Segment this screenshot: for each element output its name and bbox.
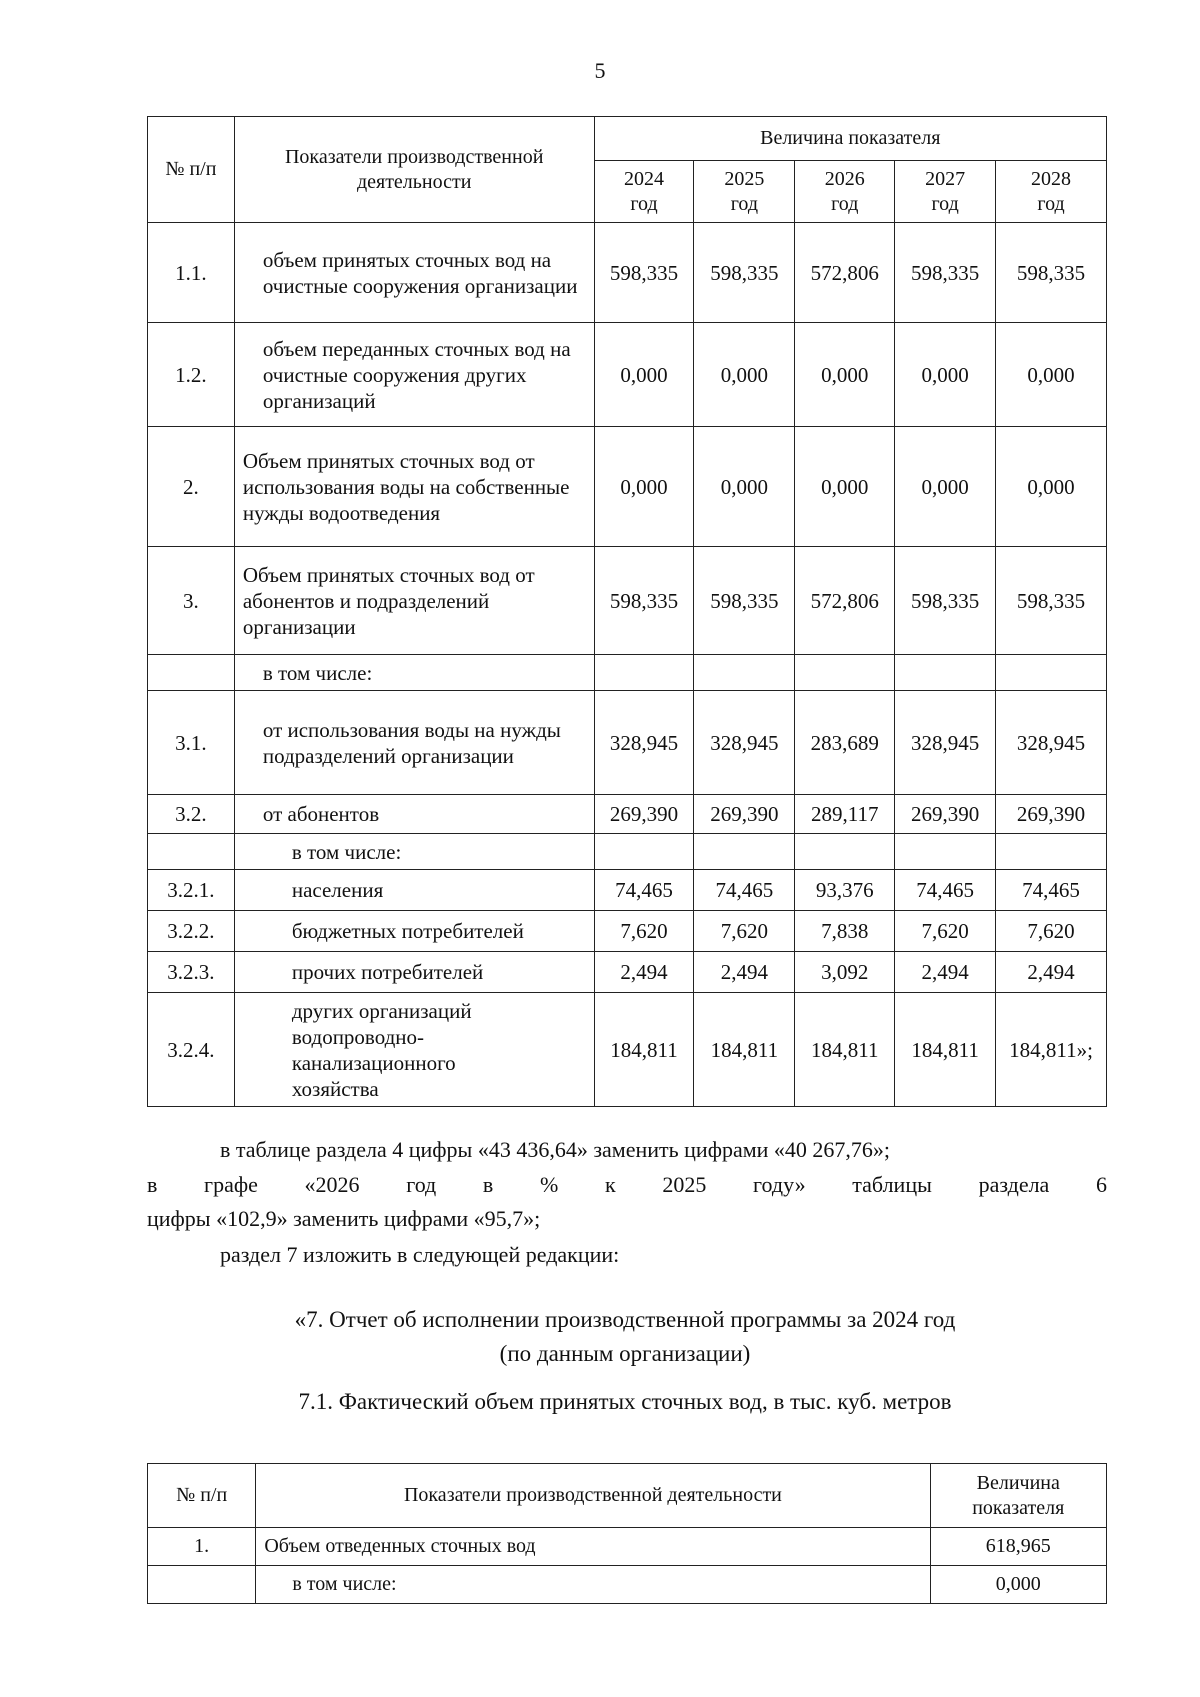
row-value: 2,494 (594, 952, 694, 993)
row-value: 184,811 (795, 993, 895, 1107)
row-value: 269,390 (594, 795, 694, 834)
row-value: 598,335 (895, 223, 996, 323)
subsection-heading: 7.1. Фактический объем принятых сточных вод, в тыс. куб. метров (298, 1389, 952, 1414)
row-indicator: бюджетных потребителей (234, 911, 594, 952)
row-value: 269,390 (895, 795, 996, 834)
row-value: 3,092 (795, 952, 895, 993)
row-indicator: других организаций водопроводно-канализационного хозяйства (234, 993, 594, 1107)
row-indicator: в том числе: (256, 1566, 930, 1604)
row-value: 289,117 (795, 795, 895, 834)
row-value: 328,945 (694, 691, 795, 795)
row-value: 598,335 (694, 547, 795, 655)
row-num: 3.2.2. (148, 911, 235, 952)
row-value: 7,620 (996, 911, 1107, 952)
row-value: 184,811 (594, 993, 694, 1107)
row-num: 3.2.3. (148, 952, 235, 993)
row-num: 2. (148, 427, 235, 547)
row-value (895, 655, 996, 691)
row-value: 7,620 (594, 911, 694, 952)
row-indicator: в том числе: (234, 655, 594, 691)
header-value: Величина показателя (930, 1464, 1107, 1528)
row-value: 328,945 (594, 691, 694, 795)
row-indicator: от абонентов (234, 795, 594, 834)
header-year-2028: 2028 год (996, 161, 1107, 223)
header-year-2026: 2026 год (795, 161, 895, 223)
page-number: 5 (594, 58, 606, 83)
table-row (148, 1528, 1107, 1566)
row-value: 269,390 (694, 795, 795, 834)
header-year-2027: 2027 год (895, 161, 996, 223)
row-num: 3. (148, 547, 235, 655)
row-value: 598,335 (694, 223, 795, 323)
row-value: 0,000 (895, 427, 996, 547)
row-value: 74,465 (996, 870, 1107, 911)
header-indicator: Показатели производственной деятельности (234, 117, 594, 223)
row-value (694, 834, 795, 870)
row-value: 184,811 (694, 993, 795, 1107)
row-value: 598,335 (594, 547, 694, 655)
row-num: 3.2.4. (148, 993, 235, 1107)
row-num: 1.1. (148, 223, 235, 323)
row-num: 1. (148, 1528, 256, 1566)
row-value (795, 834, 895, 870)
row-value: 0,000 (594, 323, 694, 427)
row-value: 0,000 (996, 323, 1107, 427)
row-value: 283,689 (795, 691, 895, 795)
row-value (895, 834, 996, 870)
header-value-group: Величина показателя (594, 117, 1106, 161)
row-value: 74,465 (694, 870, 795, 911)
header-num: № п/п (148, 117, 235, 223)
production-indicators-table (147, 116, 1107, 1107)
row-num (148, 1566, 256, 1604)
row-value: 269,390 (996, 795, 1107, 834)
row-value (694, 655, 795, 691)
row-value: 184,811»; (996, 993, 1107, 1107)
row-num (148, 655, 235, 691)
row-value: 2,494 (996, 952, 1107, 993)
table-row (148, 1566, 1107, 1604)
row-value (594, 655, 694, 691)
row-value: 7,620 (895, 911, 996, 952)
row-indicator: прочих потребителей (234, 952, 594, 993)
section-subheading: (по данным организации) (499, 1341, 751, 1366)
row-indicator: Объем принятых сточных вод от абонентов и подразделений организации (234, 547, 594, 655)
row-value: 0,000 (594, 427, 694, 547)
row-num: 1.2. (148, 323, 235, 427)
row-value: 184,811 (895, 993, 996, 1107)
row-indicator: Объем отведенных сточных вод (256, 1528, 930, 1566)
row-num: 3.2.1. (148, 870, 235, 911)
row-value (594, 834, 694, 870)
row-value: 328,945 (895, 691, 996, 795)
row-indicator: Объем принятых сточных вод от использования воды на собственные нужды водоотведения (234, 427, 594, 547)
header-num: № п/п (148, 1464, 256, 1528)
row-value: 2,494 (895, 952, 996, 993)
row-value: 328,945 (996, 691, 1107, 795)
row-value: 598,335 (996, 223, 1107, 323)
table-row (148, 323, 1107, 427)
amendment-paragraph: цифры «102,9» заменить цифрами «95,7»; (147, 1206, 541, 1231)
row-value: 0,000 (895, 323, 996, 427)
row-value: 572,806 (795, 547, 895, 655)
table-row (148, 691, 1107, 795)
header-year-2024: 2024 год (594, 161, 694, 223)
row-value (795, 655, 895, 691)
table-header-row (148, 1464, 1107, 1528)
row-value: 7,620 (694, 911, 795, 952)
row-value: 598,335 (594, 223, 694, 323)
row-indicator: населения (234, 870, 594, 911)
row-num: 3.2. (148, 795, 235, 834)
actual-volume-table (147, 1463, 1107, 1604)
table-row (148, 655, 1107, 691)
row-value (996, 834, 1107, 870)
header-indicator: Показатели производственной деятельности (256, 1464, 930, 1528)
row-value: 572,806 (795, 223, 895, 323)
table-header-row (148, 117, 1107, 161)
row-value: 74,465 (895, 870, 996, 911)
table-row (148, 952, 1107, 993)
row-value: 74,465 (594, 870, 694, 911)
row-value: 598,335 (996, 547, 1107, 655)
row-value: 2,494 (694, 952, 795, 993)
row-indicator: от использования воды на нужды подразделений организации (234, 691, 594, 795)
table-row (148, 993, 1107, 1107)
table-row (148, 547, 1107, 655)
row-indicator: объем переданных сточных вод на очистные сооружения других организаций (234, 323, 594, 427)
row-value: 618,965 (930, 1528, 1107, 1566)
row-value (996, 655, 1107, 691)
amendment-paragraph: в таблице раздела 4 цифры «43 436,64» заменить цифрами «40 267,76»; (220, 1137, 891, 1162)
row-value: 0,000 (795, 323, 895, 427)
row-num: 3.1. (148, 691, 235, 795)
section-heading: «7. Отчет об исполнении производственной программы за 2024 год (294, 1307, 956, 1332)
table-row (148, 911, 1107, 952)
row-indicator: в том числе: (234, 834, 594, 870)
row-num (148, 834, 235, 870)
table-row (148, 870, 1107, 911)
row-value: 7,838 (795, 911, 895, 952)
table-row (148, 795, 1107, 834)
row-value: 93,376 (795, 870, 895, 911)
amendment-paragraph: раздел 7 изложить в следующей редакции: (220, 1242, 620, 1267)
row-value: 0,000 (930, 1566, 1107, 1604)
table-row (148, 834, 1107, 870)
table-row (148, 427, 1107, 547)
row-value: 0,000 (795, 427, 895, 547)
amendment-paragraph: в графе «2026 год в % к 2025 году» таблицы раздела 6 (147, 1172, 1107, 1197)
row-value: 598,335 (895, 547, 996, 655)
row-value: 0,000 (694, 323, 795, 427)
table-row (148, 223, 1107, 323)
row-value: 0,000 (694, 427, 795, 547)
row-indicator: объем принятых сточных вод на очистные сооружения организации (234, 223, 594, 323)
row-value: 0,000 (996, 427, 1107, 547)
header-year-2025: 2025 год (694, 161, 795, 223)
